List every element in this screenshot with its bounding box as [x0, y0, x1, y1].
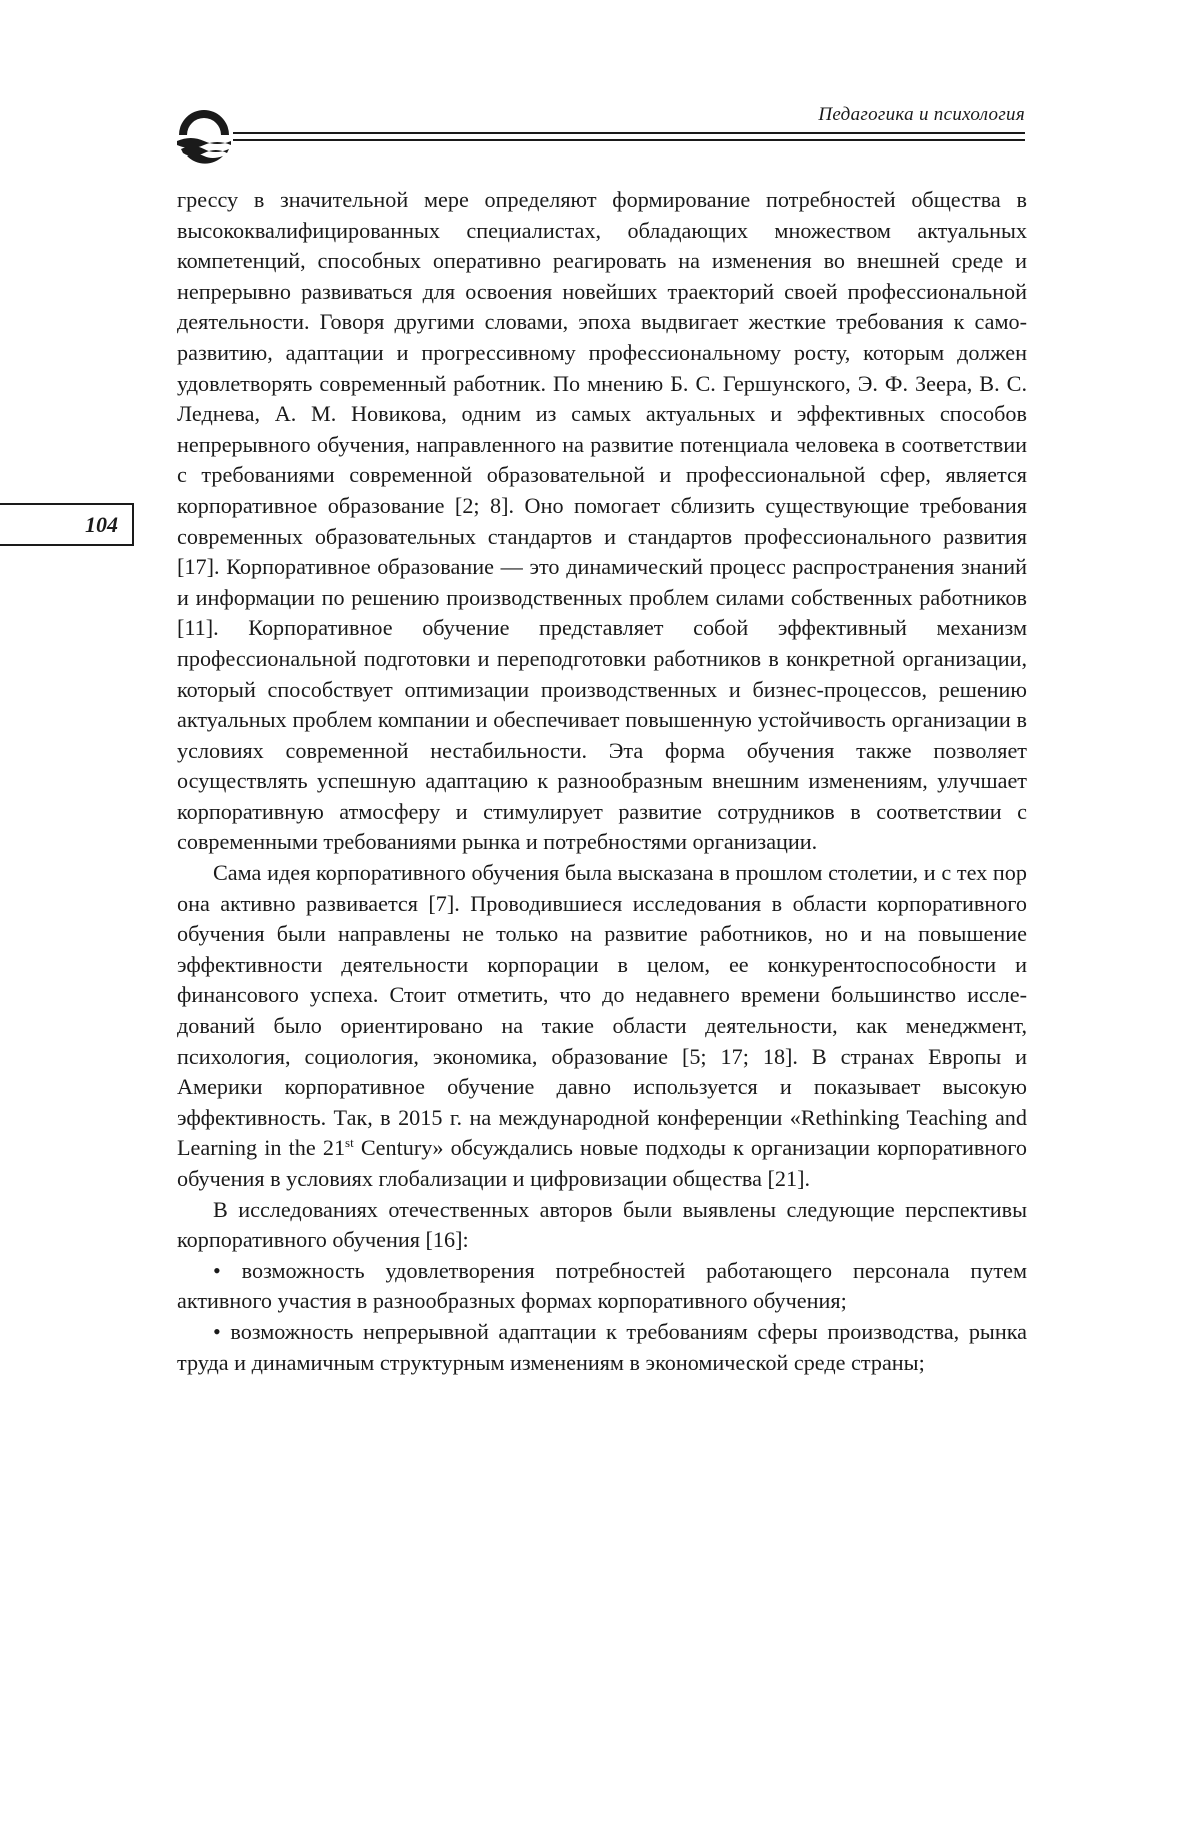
paragraph-text: В исследованиях отечественных авторов были выявлены следующие перспективы корпоративного обучения [16]:: [177, 1196, 1027, 1253]
header-rule-bottom: [233, 139, 1025, 141]
superscript: st: [345, 1135, 354, 1151]
paragraph-text: грессу в значительной мере определяют формирование потребностей общества в высококвалифицированных специалистах, обладающих множеством актуальных компетенций, способных оперативно реагировать на изменения во внешней среде и непрерывно развиваться для освоения новейших траекторий своей профессиональной деятельности. Говоря другими словами, эпоха выдвигает жесткие требования к саморазвитию, адаптации и прогрессивному профессиональному росту, которым должен удовлетворять современный работник. По мнению Б. С. Гершунского, Э. Ф. Зеера, В. С. Леднева, А. М. Новикова, одним из самых актуальных и эффективных способов непрерывного обучения, направленного на развитие потенциала человека в соответствии с требованиями современной образовательной и профессиональной сфер, является корпоративное образование [2; 8]. Оно помогает сблизить существующие требования современных образовательных стандартов и стандартов профессионального развития [17]. Корпоративное образование — это динамический процесс распространения знаний и информации по решению производственных проблем силами собственных работников [11]. Корпоративное обучение представляет собой эффективный механизм профессиональной подготовки и переподготовки работников в конкретной организации, который способствует оптимизации производственных и бизнес-процессов, решению актуальных проблем компании и обеспечивает повышенную устойчивость организации в условиях современной нестабильности. Эта форма обучения также позволяет осуществлять успешную адаптацию к разнообразным внешним изменениям, улучшает корпоративную атмосферу и стимулирует развитие сотрудников в соответствии с современными требованиями рынка и потребностями организации.: [177, 187, 1027, 855]
running-title: Педагогика и психология: [818, 104, 1025, 125]
paragraph-text: Сама идея корпоративного обучения была высказана в прошлом столетии, и с тех пор она активно развивается [7]. Проводившиеся исследования в области корпоративного обучения были направлены не только на развитие работников, но и на повышение эффективности деятельности корпорации в целом, ее конкурентоспособности и финансового успеха. Стоит отметить, что до недавнего времени большинство исследований было ориентировано на такие области деятельности, как менеджмент, психология, социология, экономика, образование [5; 17; 18]. В странах Европы и Америки корпоративное обучение давно используется и показывает высокую эффективность. Так, в 2015 г. на международной конференции «Rethinking Teaching and Learning in the 21: [177, 860, 1027, 1161]
list-item-text: • возможность удовлетворения потребностей работающего персонала путем активного участия в разнообразных формах корпоративного обучения;: [177, 1257, 1027, 1314]
paragraph: [177, 858, 1027, 1195]
header-rule-top: [233, 132, 1025, 134]
page-header: [173, 100, 1025, 160]
paragraph-continued: [177, 185, 1027, 858]
list-item-text: • возможность непрерывной адаптации к требованиям сферы производства, рынка труда и динамичным структурным изменениям в экономической среде страны;: [177, 1318, 1027, 1375]
paragraph: [177, 1195, 1027, 1256]
paragraph-text-continued: Century» обсуждались новые подходы к организации корпоративного обучения в условиях глобализации и цифровизации общества [21].: [177, 1135, 1027, 1191]
list-item: [177, 1317, 1027, 1378]
page-number-box: [0, 503, 134, 546]
body-text: [177, 185, 1027, 1378]
page-number: 104: [85, 512, 118, 537]
list-item: [177, 1256, 1027, 1317]
journal-logo-icon: [173, 105, 235, 165]
